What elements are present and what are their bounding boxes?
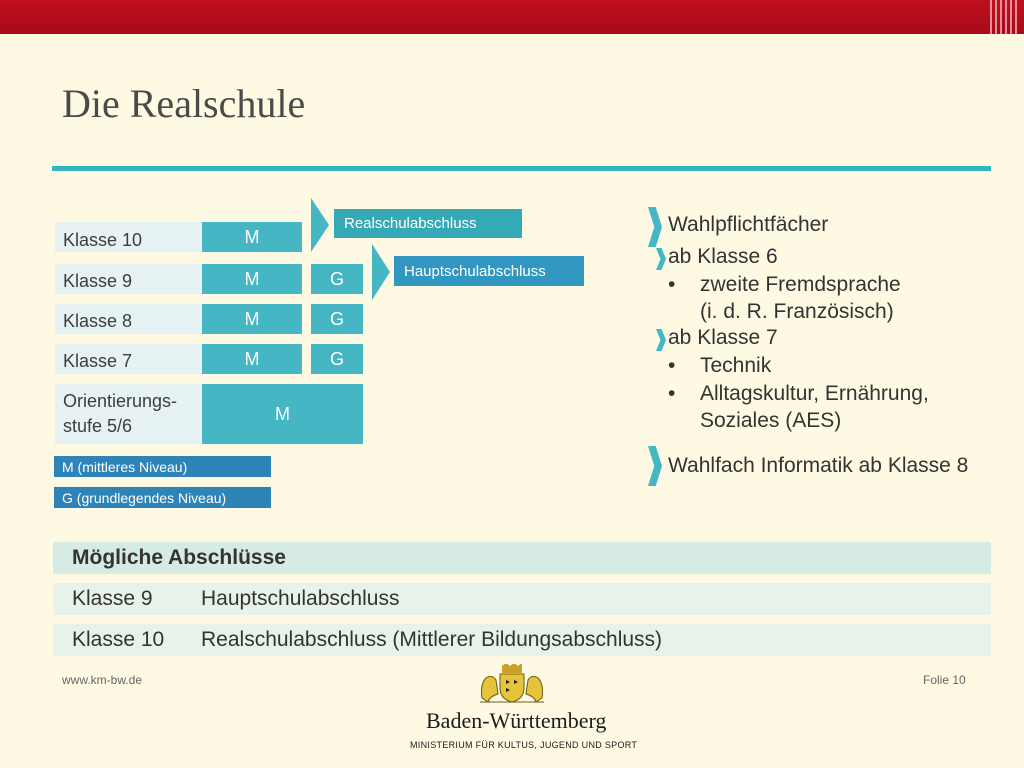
chevron-icon: [648, 207, 662, 247]
wahl-sub2: ab Klasse 7: [668, 326, 778, 349]
grade-label-8: Klasse 8: [55, 304, 202, 334]
table-cell-klasse: Klasse 10: [72, 628, 165, 651]
wahl-informatik: Wahlfach Informatik ab Klasse 8: [668, 454, 969, 477]
grade-label-9: Klasse 9: [55, 264, 202, 294]
level-box-m-10: M: [202, 222, 302, 252]
arrow-realschul-icon: [311, 198, 329, 252]
level-box-m-7: M: [202, 344, 302, 374]
level-box-g-8: G: [311, 304, 363, 334]
bullet-icon: •: [668, 382, 676, 405]
footer-slide-number: Folie 10: [923, 673, 966, 687]
grade-label-10: Klasse 10: [55, 222, 202, 252]
wahl-sub1: ab Klasse 6: [668, 245, 778, 268]
coat-of-arms-icon: [476, 664, 548, 704]
grade-label-orientierung: Orientierungs- stufe 5/6: [55, 384, 202, 444]
bullet-icon: •: [668, 273, 676, 296]
wahl-item: Soziales (AES): [700, 409, 842, 432]
table-cell-abschluss: Hauptschulabschluss: [201, 587, 400, 610]
wahl-item: zweite Fremdsprache: [700, 273, 901, 296]
abschluesse-table-header: [53, 542, 991, 574]
legend-m: M (mittleres Niveau): [54, 456, 271, 477]
table-cell-klasse: Klasse 9: [72, 587, 153, 610]
arrow-haupt-icon: [372, 244, 390, 300]
chevron-icon: [648, 446, 662, 486]
header-stripes: [990, 0, 1020, 34]
wahl-item: Technik: [700, 354, 772, 377]
realschulabschluss-box: Realschulabschluss: [334, 209, 522, 238]
slide-title: Die Realschule: [62, 81, 306, 126]
wahl-item: (i. d. R. Französisch): [700, 300, 894, 323]
table-header-label: Mögliche Abschlüsse: [72, 546, 286, 569]
footer-url: www.km-bw.de: [62, 673, 143, 687]
level-box-g-9: G: [311, 264, 363, 294]
table-cell-abschluss: Realschulabschluss (Mittlerer Bildungsabschluss): [201, 628, 663, 651]
title-rule: [52, 166, 991, 171]
level-box-m-9: M: [202, 264, 302, 294]
header-bar: [0, 0, 1024, 34]
ministry-name: MINISTERIUM FÜR KULTUS, JUGEND UND SPORT: [410, 740, 638, 750]
hauptschulabschluss-box: Hauptschulabschluss: [394, 256, 584, 286]
wahl-heading: Wahlpflichtfächer: [668, 213, 829, 236]
bullet-icon: •: [668, 354, 676, 377]
wahl-item: Alltagskultur, Ernährung,: [700, 382, 929, 405]
table-row: [53, 583, 991, 615]
chevron-small-icon: [656, 248, 666, 270]
chevron-small-icon: [656, 329, 666, 351]
brand-name: Baden-Württemberg: [426, 708, 607, 733]
level-box-g-7: G: [311, 344, 363, 374]
table-row: [53, 624, 991, 656]
level-box-m-orientierung: M: [202, 384, 363, 444]
level-box-m-8: M: [202, 304, 302, 334]
grade-label-7: Klasse 7: [55, 344, 202, 374]
legend-g: G (grundlegendes Niveau): [54, 487, 271, 508]
